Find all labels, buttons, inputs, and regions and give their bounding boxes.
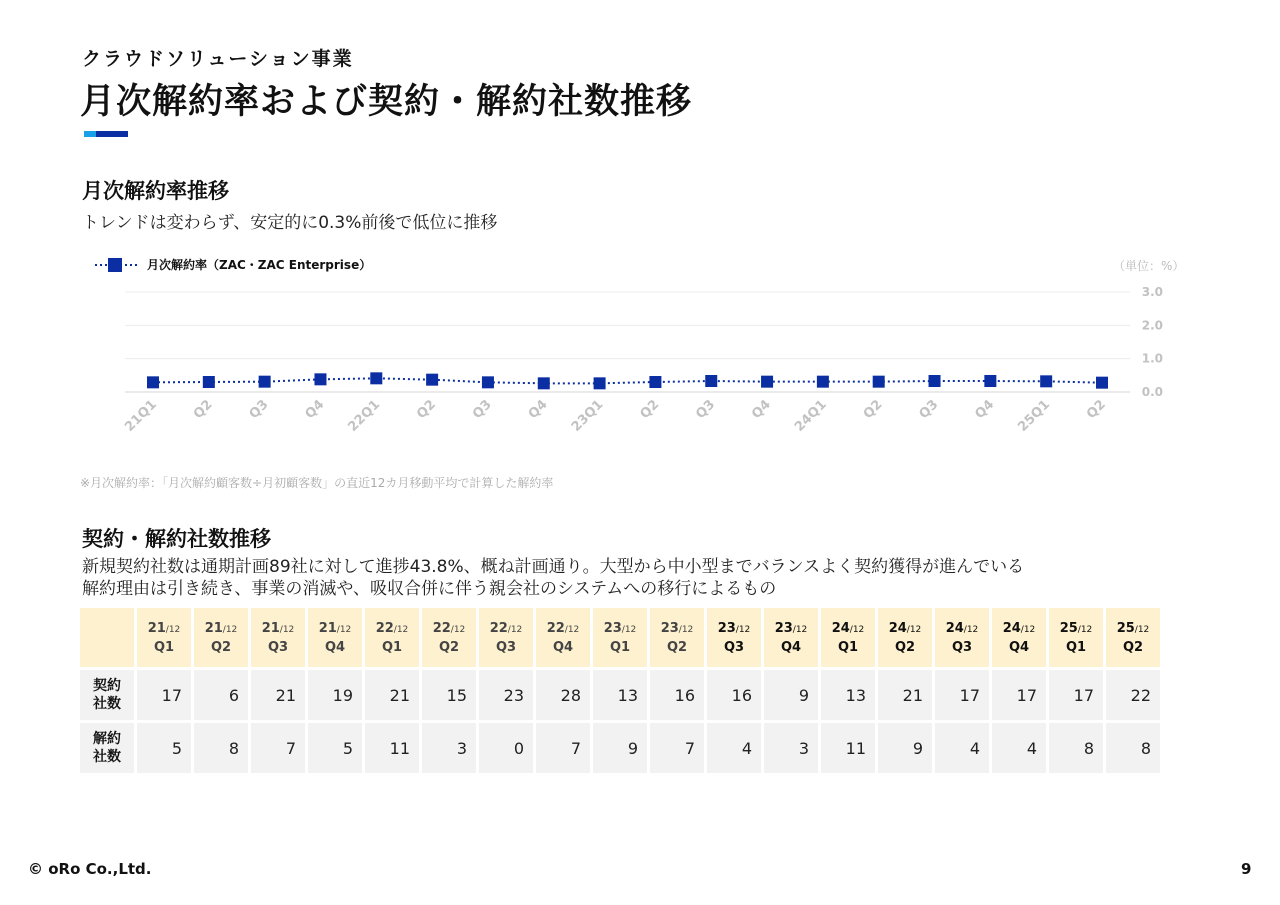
data-point (594, 377, 606, 389)
column-header-year: 24 (888, 620, 907, 636)
column-header-quarter: Q2 (210, 639, 232, 655)
x-tick-label: Q2 (190, 397, 216, 423)
table-cell: 13 (821, 670, 875, 720)
column-header (308, 608, 362, 667)
column-header (194, 608, 248, 667)
column-header-quarter: Q2 (894, 639, 916, 655)
data-point (203, 376, 215, 388)
page-title: 月次解約率および契約・解約社数推移 (80, 82, 693, 122)
chart-section-heading: 月次解約率推移 (82, 179, 229, 203)
column-header-fiscal-month: /12 (393, 624, 409, 635)
table-cell: 9 (878, 723, 932, 773)
column-header-quarter: Q1 (381, 639, 403, 655)
x-tick-label: Q4 (749, 397, 774, 423)
column-header-year: 24 (1002, 620, 1021, 636)
column-header-year: 23 (774, 620, 793, 636)
column-header (479, 608, 533, 667)
table-row (80, 670, 1160, 720)
column-header-fiscal-month: /12 (507, 624, 523, 635)
data-point (761, 376, 773, 388)
column-header (251, 608, 305, 667)
table-cell: 23 (479, 670, 533, 720)
column-header-year: 21 (204, 620, 223, 636)
column-header-quarter: Q2 (438, 639, 460, 655)
x-tick-label: 21Q1 (122, 397, 160, 435)
column-header (650, 608, 704, 667)
column-header-year: 25 (1059, 620, 1078, 636)
column-header (536, 608, 590, 667)
description-line: 新規契約社数は通期計画89社に対して進捗43.8%、概ね計画通り。大型から中小型までバランスよく契約獲得が進んでいる (82, 557, 1025, 577)
table-cell: 7 (251, 723, 305, 773)
column-header-quarter: Q1 (837, 639, 859, 655)
table-cell: 17 (935, 670, 989, 720)
title-accent-bar (84, 131, 128, 137)
column-header-quarter: Q1 (1065, 639, 1087, 655)
column-header-fiscal-month: /12 (906, 624, 922, 635)
series-line (153, 378, 1102, 383)
legend-label: 月次解約率（ZAC・ZAC Enterprise） (147, 258, 372, 272)
column-header-quarter: Q3 (495, 639, 517, 655)
column-header (365, 608, 419, 667)
section-label: クラウドソリューション事業 (82, 48, 354, 70)
data-point (482, 376, 494, 388)
column-header-fiscal-month: /12 (1020, 624, 1036, 635)
data-point (147, 376, 159, 388)
x-tick-label: 25Q1 (1015, 397, 1054, 435)
column-header-quarter: Q3 (267, 639, 289, 655)
column-header-quarter: Q4 (780, 639, 802, 655)
data-point (1040, 375, 1052, 387)
column-header-year: 24 (945, 620, 964, 636)
contract-count-table (77, 605, 1163, 776)
data-point (370, 372, 382, 384)
column-header-fiscal-month: /12 (165, 624, 181, 635)
table-cell: 8 (1049, 723, 1103, 773)
column-header-quarter: Q3 (951, 639, 973, 655)
table-cell: 21 (365, 670, 419, 720)
column-header-fiscal-month: /12 (792, 624, 808, 635)
chart-section-description: トレンドは変わらず、安定的に0.3%前後で低位に推移 (82, 213, 498, 233)
column-header-quarter: Q4 (324, 639, 346, 655)
column-header-quarter: Q1 (609, 639, 631, 655)
column-header-fiscal-month: /12 (336, 624, 352, 635)
page-number: 9 (1241, 860, 1252, 878)
data-point (426, 374, 438, 386)
table-cell: 11 (365, 723, 419, 773)
column-header (1106, 608, 1160, 667)
column-header-year: 22 (375, 620, 394, 636)
data-point (817, 376, 829, 388)
column-header-quarter: Q1 (153, 639, 175, 655)
column-header-quarter: Q4 (552, 639, 574, 655)
table-cell: 4 (992, 723, 1046, 773)
x-tick-label: 22Q1 (345, 397, 384, 435)
column-header-fiscal-month: /12 (621, 624, 637, 635)
unit-label: （単位：%） (1113, 259, 1185, 273)
table-cell: 8 (1106, 723, 1160, 773)
x-tick-label: Q4 (525, 397, 551, 423)
data-point (538, 377, 550, 389)
column-header-year: 23 (717, 620, 736, 636)
column-header (935, 608, 989, 667)
row-label-line: 解約 (93, 731, 121, 747)
y-tick-label: 2.0 (1141, 318, 1163, 333)
table-cell: 8 (194, 723, 248, 773)
table-cell: 17 (137, 670, 191, 720)
data-point (314, 373, 326, 385)
data-point (873, 376, 885, 388)
y-tick-label: 1.0 (1141, 351, 1163, 366)
column-header-year: 21 (147, 620, 166, 636)
table-cell: 13 (593, 670, 647, 720)
table-section-heading: 契約・解約社数推移 (82, 527, 271, 551)
line-chart (0, 270, 1280, 470)
column-header-year: 25 (1116, 620, 1135, 636)
x-tick-label: Q2 (414, 397, 439, 423)
column-header-quarter: Q2 (666, 639, 688, 655)
row-label (80, 723, 134, 773)
column-header-fiscal-month: /12 (849, 624, 865, 635)
column-header-fiscal-month: /12 (279, 624, 295, 635)
table-cell: 3 (422, 723, 476, 773)
x-tick-label: Q3 (916, 397, 942, 423)
row-label (80, 670, 134, 720)
column-header-fiscal-month: /12 (222, 624, 238, 635)
x-tick-label: Q4 (972, 397, 998, 423)
column-header (878, 608, 932, 667)
x-tick-label: 24Q1 (792, 397, 830, 435)
column-header (707, 608, 761, 667)
column-header (137, 608, 191, 667)
table-cell: 5 (137, 723, 191, 773)
table-cell: 19 (308, 670, 362, 720)
table-cell: 3 (764, 723, 818, 773)
column-header-fiscal-month: /12 (1134, 624, 1150, 635)
x-tick-label: Q2 (1084, 397, 1109, 423)
column-header-year: 21 (318, 620, 337, 636)
column-header-year: 23 (603, 620, 622, 636)
column-header-fiscal-month: /12 (450, 624, 466, 635)
table-cell: 21 (251, 670, 305, 720)
data-point (705, 375, 717, 387)
table-cell: 21 (878, 670, 932, 720)
copyright: © oRo Co.,Ltd. (28, 860, 152, 878)
x-tick-label: 23Q1 (568, 397, 607, 435)
column-header (1049, 608, 1103, 667)
description-line: 解約理由は引き続き、事業の消滅や、吸収合併に伴う親会社のシステムへの移行によるもの (82, 579, 777, 599)
column-header (821, 608, 875, 667)
table-row (80, 723, 1160, 773)
table-section-description (82, 556, 1024, 600)
table-cell: 4 (707, 723, 761, 773)
table-cell: 0 (479, 723, 533, 773)
column-header-year: 23 (660, 620, 679, 636)
table-cell: 28 (536, 670, 590, 720)
column-header-fiscal-month: /12 (735, 624, 751, 635)
column-header-year: 22 (546, 620, 565, 636)
y-tick-label: 3.0 (1141, 285, 1163, 299)
column-header-quarter: Q3 (723, 639, 745, 655)
table-cell: 11 (821, 723, 875, 773)
x-tick-label: Q3 (693, 397, 719, 423)
data-point (929, 375, 941, 387)
column-header-year: 22 (432, 620, 451, 636)
table-cell: 4 (935, 723, 989, 773)
column-header-year: 22 (489, 620, 508, 636)
table-corner-cell (80, 608, 134, 667)
column-header-quarter: Q4 (1008, 639, 1030, 655)
data-point (984, 375, 996, 387)
table-cell: 15 (422, 670, 476, 720)
column-header-fiscal-month: /12 (564, 624, 580, 635)
table-cell: 9 (593, 723, 647, 773)
column-header-fiscal-month: /12 (678, 624, 694, 635)
column-header (422, 608, 476, 667)
table-cell: 22 (1106, 670, 1160, 720)
table-cell: 7 (536, 723, 590, 773)
table-cell: 5 (308, 723, 362, 773)
table-cell: 16 (650, 670, 704, 720)
x-tick-label: Q2 (637, 397, 663, 423)
data-point (649, 376, 661, 388)
table-cell: 7 (650, 723, 704, 773)
x-tick-label: Q3 (246, 397, 272, 423)
column-header (593, 608, 647, 667)
y-tick-label: 0.0 (1141, 385, 1163, 399)
data-point (1096, 377, 1108, 389)
chart-footnote: ※月次解約率：「月次解約顧客数÷月初顧客数」の直近12カ月移動平均で計算した解約率 (80, 476, 554, 490)
x-tick-label: Q4 (302, 397, 328, 423)
x-tick-label: Q3 (469, 397, 495, 423)
column-header (764, 608, 818, 667)
column-header-fiscal-month: /12 (963, 624, 979, 635)
table-cell: 17 (1049, 670, 1103, 720)
column-header-year: 21 (261, 620, 280, 636)
table-cell: 9 (764, 670, 818, 720)
table-cell: 6 (194, 670, 248, 720)
table-cell: 16 (707, 670, 761, 720)
table-header-row (80, 608, 1160, 667)
x-tick-label: Q2 (860, 397, 886, 423)
column-header-fiscal-month: /12 (1077, 624, 1093, 635)
row-label-line: 社数 (93, 696, 121, 712)
data-point (259, 376, 271, 388)
row-label-line: 契約 (93, 678, 121, 694)
row-label-line: 社数 (93, 749, 121, 765)
table-cell: 17 (992, 670, 1046, 720)
column-header (992, 608, 1046, 667)
column-header-year: 24 (831, 620, 850, 636)
column-header-quarter: Q2 (1122, 639, 1144, 655)
